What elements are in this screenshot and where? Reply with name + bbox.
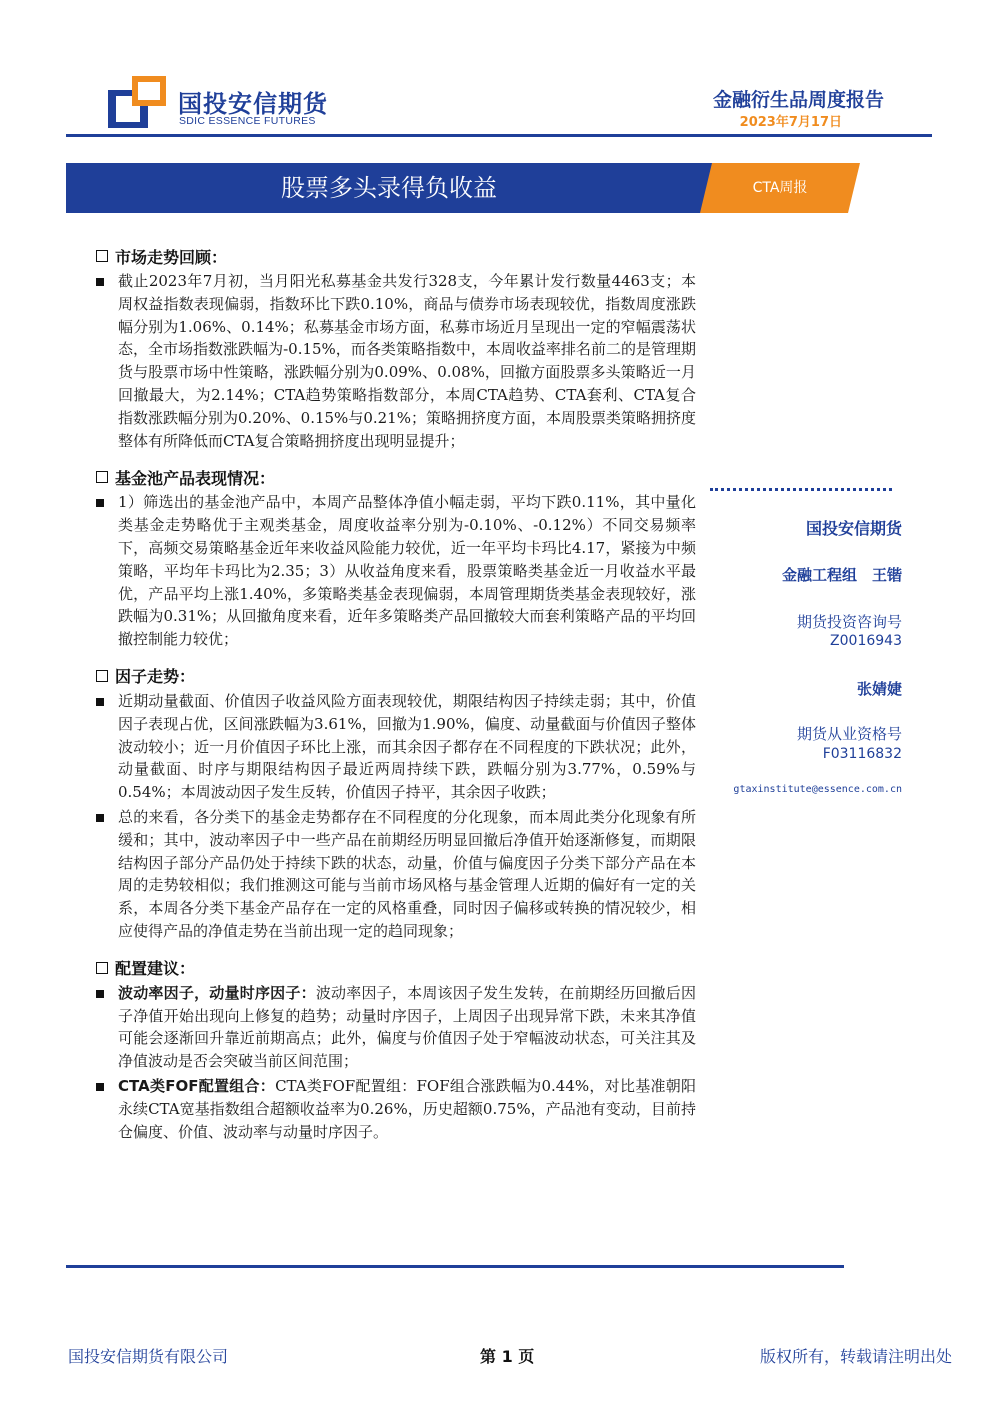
section-market-review: [96, 244, 696, 452]
paragraph-text: [118, 1075, 696, 1143]
paragraph-lead: 波动率因子，动量时序因子：: [118, 983, 316, 1002]
section-heading-text: 配置建议：: [115, 959, 196, 979]
paragraph-body: 总的来看，各分类下的基金走势都存在不同程度的分化现象，而本周此类分化现象有所缓和；其中，波动率因子中一些产品在前期经历明显回撤后净值开始逐渐修复，而期限结构因子部分产品仍处于持续下跌的状态，动量，价值与偏度因子分类下部分产品在本周的走势较相似；我们推测这可能与当前市场风格与基金管理人近期的偏好有一定的关系，本周各分类下基金产品存在一定的风格重叠，同时因子偏移或转换的情况较少，相应使得产品的净值走势在当前出现一定的趋同现象；: [118, 807, 696, 940]
footer-divider: [66, 1265, 844, 1268]
list-item: [96, 690, 696, 804]
paragraph-text: [118, 982, 696, 1073]
section-factor-trend: [96, 664, 696, 943]
section-heading-text: 市场走势回顾：: [115, 247, 228, 267]
logo-name-cn: 国投安信期货: [178, 90, 328, 118]
bullet-icon: [96, 1083, 104, 1091]
footer-company: 国投安信期货有限公司: [68, 1347, 229, 1366]
sidebar-team-author: 金融工程组 王锴: [781, 566, 902, 584]
page-title: 股票多头录得负收益: [281, 174, 497, 202]
section-heading-text: 基金池产品表现情况：: [115, 468, 276, 488]
sidebar-qualification-id: F03116832: [822, 746, 902, 762]
paragraph-body: 截止2023年7月初，当月阳光私募基金共发行328支，今年累计发行数量4463支；本周权益指数表现偏弱，指数环比下跌0.10%，商品与债券市场表现较优，指数周度涨跌幅分别为1.06%、0.14%；私募基金市场方面，私募市场近月呈现出一定的窄幅震荡状态，全市场指数涨跌幅为-0.15%，而各类策略指数中，本周收益率排名前二的是管理期货与股票市场中性策略，涨跌幅分别为0.09%、0.08%，回撤方面股票多头策略近一月回撤最大，为2.14%；CTA趋势策略指数部分，本周CTA趋势、CTA套利、CTA复合指数涨跌幅分别为0.20%、0.15%与0.21%；策略拥挤度方面，本周股票类策略拥挤度整体有所降低而CTA复合策略拥挤度出现明显提升；: [118, 272, 696, 450]
paragraph-text: [118, 806, 696, 943]
paragraph-body: 波动率因子，本周该因子发生发转，在前期经历回撤后因子净值开始出现向上修复的趋势；动量时序因子，上周因子出现异常下跌，未来其净值可能会逐渐回升靠近前期高点；此外，偏度与价值因子处于窄幅波动状态，可关注其及净值波动是否会突破当前区间范围；: [118, 983, 696, 1071]
paragraph-text: [118, 690, 696, 804]
checkbox-icon: [96, 471, 108, 483]
sidebar-license-id: Z0016943: [830, 633, 902, 649]
logo-name-en: SDIC ESSENCE FUTURES: [179, 115, 316, 127]
paragraph-text: [118, 270, 696, 452]
list-item: [96, 491, 696, 651]
sidebar-author2: 张婧婕: [856, 680, 902, 698]
header-divider: [66, 134, 932, 137]
checkbox-icon: [96, 250, 108, 262]
list-item: [96, 1075, 696, 1143]
sidebar-divider: [710, 488, 892, 491]
section-heading-text: 因子走势：: [115, 667, 196, 687]
bullet-icon: [96, 499, 104, 507]
section-heading: [96, 244, 696, 268]
footer-copyright: 版权所有，转载请注明出处: [759, 1347, 952, 1366]
sidebar-license-label: 期货投资咨询号: [796, 613, 902, 631]
bullet-icon: [96, 278, 104, 286]
report-body: [96, 244, 696, 1156]
report-type: 金融衍生品周度报告: [712, 89, 884, 111]
section-heading: [96, 465, 696, 489]
list-item: [96, 270, 696, 452]
section-heading: [96, 956, 696, 980]
sidebar-qualification-label: 期货从业资格号: [796, 725, 902, 743]
company-logo-icon: [108, 76, 166, 128]
tag-label: CTA周报: [752, 180, 808, 196]
paragraph-body: CTA类FOF配置组：FOF组合涨跌幅为0.44%，对比基准朝阳永续CTA宽基指数组合超额收益率为0.26%，历史超额0.75%，产品池有变动，目前持仓偏度、价值、波动率与动量时序因子。: [118, 1076, 697, 1141]
sidebar-email-link[interactable]: gtaxinstitute@essence.com.cn: [733, 784, 902, 795]
bullet-icon: [96, 698, 104, 706]
report-date: 2023年7月17日: [739, 115, 842, 130]
section-heading: [96, 664, 696, 688]
bullet-icon: [96, 990, 104, 998]
paragraph-lead: CTA类FOF配置组合：: [118, 1076, 276, 1095]
section-fund-pool: [96, 465, 696, 651]
page-number: 第 1 页: [480, 1347, 535, 1366]
list-item: [96, 806, 696, 943]
paragraph-text: [118, 491, 696, 651]
paragraph-body: 近期动量截面、价值因子收益风险方面表现较优，期限结构因子持续走弱；其中，价值因子表现占优，区间涨跌幅为3.61%，回撤为1.90%，偏度、动量截面与价值因子整体波动较小；近一月价值因子环比上涨，而其余因子都存在不同程度的下跌状况；此外，动量截面、时序与期限结构因子最近两周持续下跌，跌幅分别为3.77%，0.59%与0.54%；本周波动因子发生反转，价值因子持平，其余因子收跌；: [118, 691, 696, 802]
checkbox-icon: [96, 962, 108, 974]
paragraph-body: 1）筛选出的基金池产品中，本周产品整体净值小幅走弱，平均下跌0.11%，其中量化类基金走势略优于主观类基金，周度收益率分别为-0.10%、-0.12%）不同交易频率下，高频交易策略基金近年来收益风险能力较优，近一年平均卡玛比4.17，紧接为中频策略，平均年卡玛比为2.35；3）从收益角度来看，股票策略类基金近一月收益水平最优，产品平均上涨1.40%，多策略类基金表现偏弱，本周管理期货类基金表现较好，涨跌幅为0.31%；从回撤角度来看，近年多策略类产品回撤较大而套利策略产品的平均回撤控制能力较优；: [118, 493, 696, 649]
sidebar-company: 国投安信期货: [805, 519, 902, 538]
checkbox-icon: [96, 670, 108, 682]
list-item: [96, 982, 696, 1073]
section-allocation-advice: [96, 956, 696, 1144]
bullet-icon: [96, 814, 104, 822]
